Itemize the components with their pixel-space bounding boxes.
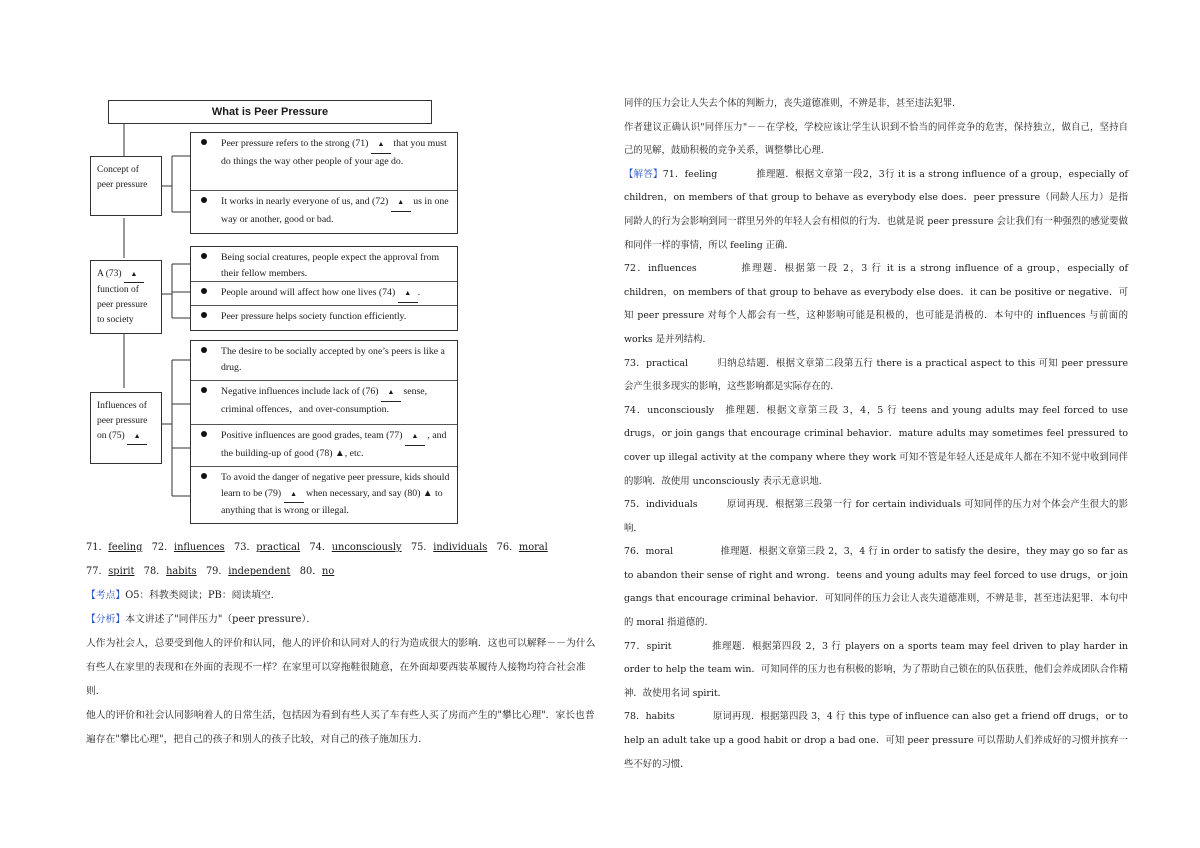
answer-word: feeling <box>108 542 143 553</box>
answer-explanation-73: 73．practical 归纳总结题．根据文章第二段第五行 there is a practical aspect to this 可知 peer pressure 会产生很多现实的影响，这些影响都是实际存在的． <box>624 357 1128 393</box>
blank-marker: ▲ <box>371 137 391 154</box>
left-column <box>86 536 596 752</box>
diagram-item <box>191 191 457 233</box>
bullet-icon <box>201 473 207 479</box>
label-part: function of peer pressure to society <box>97 285 148 325</box>
answers-line-2 <box>86 560 596 584</box>
diagram-item <box>191 341 457 381</box>
answer-num: 76． <box>496 542 519 553</box>
diagram-title: What is Peer Pressure <box>108 100 432 124</box>
kaodian-line <box>86 584 596 608</box>
influences-label <box>90 392 162 464</box>
kaodian-text: O5：科教类阅读；PB：阅读填空． <box>125 590 281 601</box>
answer-explanation-72: 72．influences 推理题．根据第一段 2，3 行 it is a strong influence of a group，especially of children，on members of that group to behave as everybody else does．it can be positive or negative．可知 peer pressure 对每个人都会有一些，这种影响可能是积极的，也可能是消极的．本句中的 influences 与前面的 works 是并列结构． <box>624 263 1128 345</box>
item-text: Peer pressure helps society function efficiently. <box>221 311 407 322</box>
item-text-after: , and the building-up of good (78) ▲, etc. <box>221 430 447 459</box>
concept-label <box>90 156 162 216</box>
answer-num: 78． <box>143 566 167 577</box>
answer-word: unconsciously <box>331 542 402 553</box>
bullet-icon <box>201 139 207 145</box>
answer-word: habits <box>166 566 197 577</box>
label-part: Influences of peer pressure on (75) <box>97 401 148 441</box>
blank-marker: ▲ <box>405 429 425 446</box>
item-text-after: us in one way or another, good or bad. <box>221 196 449 225</box>
answer-explanation-74: 74．unconsciously 推理题．根据文章第三段 3，4，5 行 teens and young adults may feel forced to use drugs，or join gangs that encourage criminal behavior．mature adults may sometimes feel pressured to cover up illegal activity at the company where they work 可知不管是年轻人还是成年人都在不知不觉中收到同伴的影响．故使用 unconsciously 表示无意识地． <box>624 404 1128 487</box>
blank-marker: ▲ <box>381 385 401 402</box>
bullet-icon <box>201 312 207 318</box>
answer-explanation-71 <box>624 163 1128 257</box>
bullet-icon <box>201 347 207 353</box>
answer-word: independent <box>228 566 291 577</box>
fenxi-text: 本文讲述了"同伴压力"（peer pressure）． <box>125 614 317 625</box>
item-text: Negative influences include lack of (76) <box>221 386 379 397</box>
answers-line-1 <box>86 536 596 560</box>
concept-items-group <box>190 132 458 234</box>
item-text: Being social creatures, people expect the approval from their fellow members. <box>221 252 440 279</box>
answer-num: 71． <box>86 542 109 553</box>
analysis-paragraph: 人作为社会人，总要受到他人的评价和认同，他人的评价和认同对人的行为造成很大的影响．这也可以解释－－为什么有些人在家里的表现和在外面的表现不一样？在家里可以穿拖鞋很随意，在外面却要西装革履待人接物均符合社会准则． <box>86 638 596 697</box>
blank-marker: ▲ <box>124 267 144 283</box>
kaodian-tag: 【考点】 <box>86 590 126 601</box>
label-part: A (73) <box>97 269 122 279</box>
bullet-icon <box>201 197 207 203</box>
diagram-item <box>191 381 457 425</box>
item-text-after: . <box>417 287 421 298</box>
item-text-after: when necessary, and say (80) ▲ to anything that is wrong or illegal. <box>221 487 443 516</box>
function-items-group <box>190 246 458 331</box>
bullet-icon <box>201 387 207 393</box>
item-text-after: that you must do things the way other people of your age do. <box>221 138 447 167</box>
answer-word: spirit <box>108 566 135 577</box>
jieda-tag: 【解答】 <box>624 168 663 180</box>
explanation-text: 71．feeling 推理题．根据文章第一段2，3行 it is a strong influence of a group，especially of children，on members of that group to behave as everybody else does．peer pressure（同龄人压力）是指同龄人的行为会影响到同一群里另外的年轻人会有相似的行为．也就是说 peer pressure 会让我们有一种强烈的感觉要做和同伴一样的事情，所以 feeling 正确． <box>624 168 1128 251</box>
item-text: The desire to be socially accepted by one’s peers is like a drug. <box>221 346 445 373</box>
answer-word: no <box>322 566 335 577</box>
diagram-item <box>191 247 457 282</box>
blank-marker: ▲ <box>284 487 304 504</box>
bullet-icon <box>201 288 207 294</box>
bullet-icon <box>201 431 207 437</box>
item-text: To avoid the danger of negative peer pressure, kids should learn to be (79) <box>221 472 450 499</box>
right-column <box>624 92 1128 776</box>
answer-explanation-76: 76．moral 推理题．根据文章第三段 2，3，4 行 in order to satisfy the desire，they may go so far as to abandon their sense of right and wrong．teens and young adults may feel forced to use drugs，or join gangs that encourage criminal behavior．可知同伴的压力会让人丧失道德准则，不辨是非，甚至违法犯罪．本句中的 moral 指道德的． <box>624 546 1128 629</box>
analysis-paragraph: 作者建议正确认识"同伴压力"－－在学校，学校应该让学生认识到不恰当的同伴竞争的危害，保持独立，做自己，坚持自己的见解，鼓励积极的竞争关系，调整攀比心理． <box>624 121 1128 157</box>
answer-num: 79． <box>205 566 229 577</box>
diagram-item <box>191 425 457 467</box>
function-label <box>90 260 162 334</box>
blank-marker: ▲ <box>391 195 411 212</box>
fenxi-line <box>86 608 596 632</box>
answer-num: 80． <box>299 566 323 577</box>
blank-marker: ▲ <box>127 429 147 445</box>
answer-num: 74． <box>309 542 332 553</box>
item-text: Positive influences are good grades, team (77) <box>221 430 403 441</box>
answer-num: 77． <box>86 566 109 577</box>
diagram-item <box>191 282 457 306</box>
answer-num: 72． <box>151 542 174 553</box>
item-text: Peer pressure refers to the strong (71) <box>221 138 369 149</box>
bullet-icon <box>201 253 207 259</box>
diagram-item <box>191 133 457 191</box>
answer-explanation-78: 78．habits 原词再现．根据第四段 3，4 行 this type of influence can also get a friend off drugs，or to help an adult take up a good habit or drop a bad one．可知 peer pressure 可以帮助人们养成好的习惯并摈弃一些不好的习惯． <box>624 711 1128 770</box>
answer-explanation-77: 77．spirit 推理题．根据第四段 2，3 行 players on a sports team may feel driven to play harder in order to help the team win．可知同伴的压力也有积极的影响，为了帮助自己锁在的队伍获胜，他们会养成团队合作精神．故使用名词 spirit． <box>624 640 1128 699</box>
answer-word: moral <box>518 542 548 553</box>
answer-word: individuals <box>433 542 488 553</box>
answer-num: 75． <box>410 542 434 553</box>
answer-num: 73． <box>234 542 257 553</box>
influences-items-group <box>190 340 458 524</box>
item-text-after: sense, criminal offences，and over-consumption. <box>221 386 428 415</box>
answer-word: practical <box>256 542 301 553</box>
diagram-item <box>191 306 457 330</box>
blank-marker: ▲ <box>398 286 418 303</box>
analysis-paragraph: 他人的评价和社会认同影响着人的日常生活，包括因为看到有些人买了车有些人买了房而产生的"攀比心理"．家长也普遍存在"攀比心理"，把自己的孩子和别人的孩子比较，对自己的孩子施加压力． <box>86 710 595 745</box>
item-text: People around will affect how one lives (74) <box>221 287 396 298</box>
concept-label-text: Concept of peer pressure <box>97 165 148 190</box>
analysis-paragraph: 同伴的压力会让人失去个体的判断力，丧失道德准则，不辨是非，甚至违法犯罪． <box>624 98 962 109</box>
answer-explanation-75: 75．individuals 原词再现．根据第三段第一行 for certain individuals 可知同伴的压力对个体会产生很大的影响． <box>624 499 1128 534</box>
item-text: It works in nearly everyone of us, and (72) <box>221 196 389 207</box>
answer-word: influences <box>173 542 225 553</box>
diagram-item <box>191 467 457 523</box>
peer-pressure-diagram <box>86 96 466 530</box>
fenxi-tag: 【分析】 <box>86 614 126 625</box>
